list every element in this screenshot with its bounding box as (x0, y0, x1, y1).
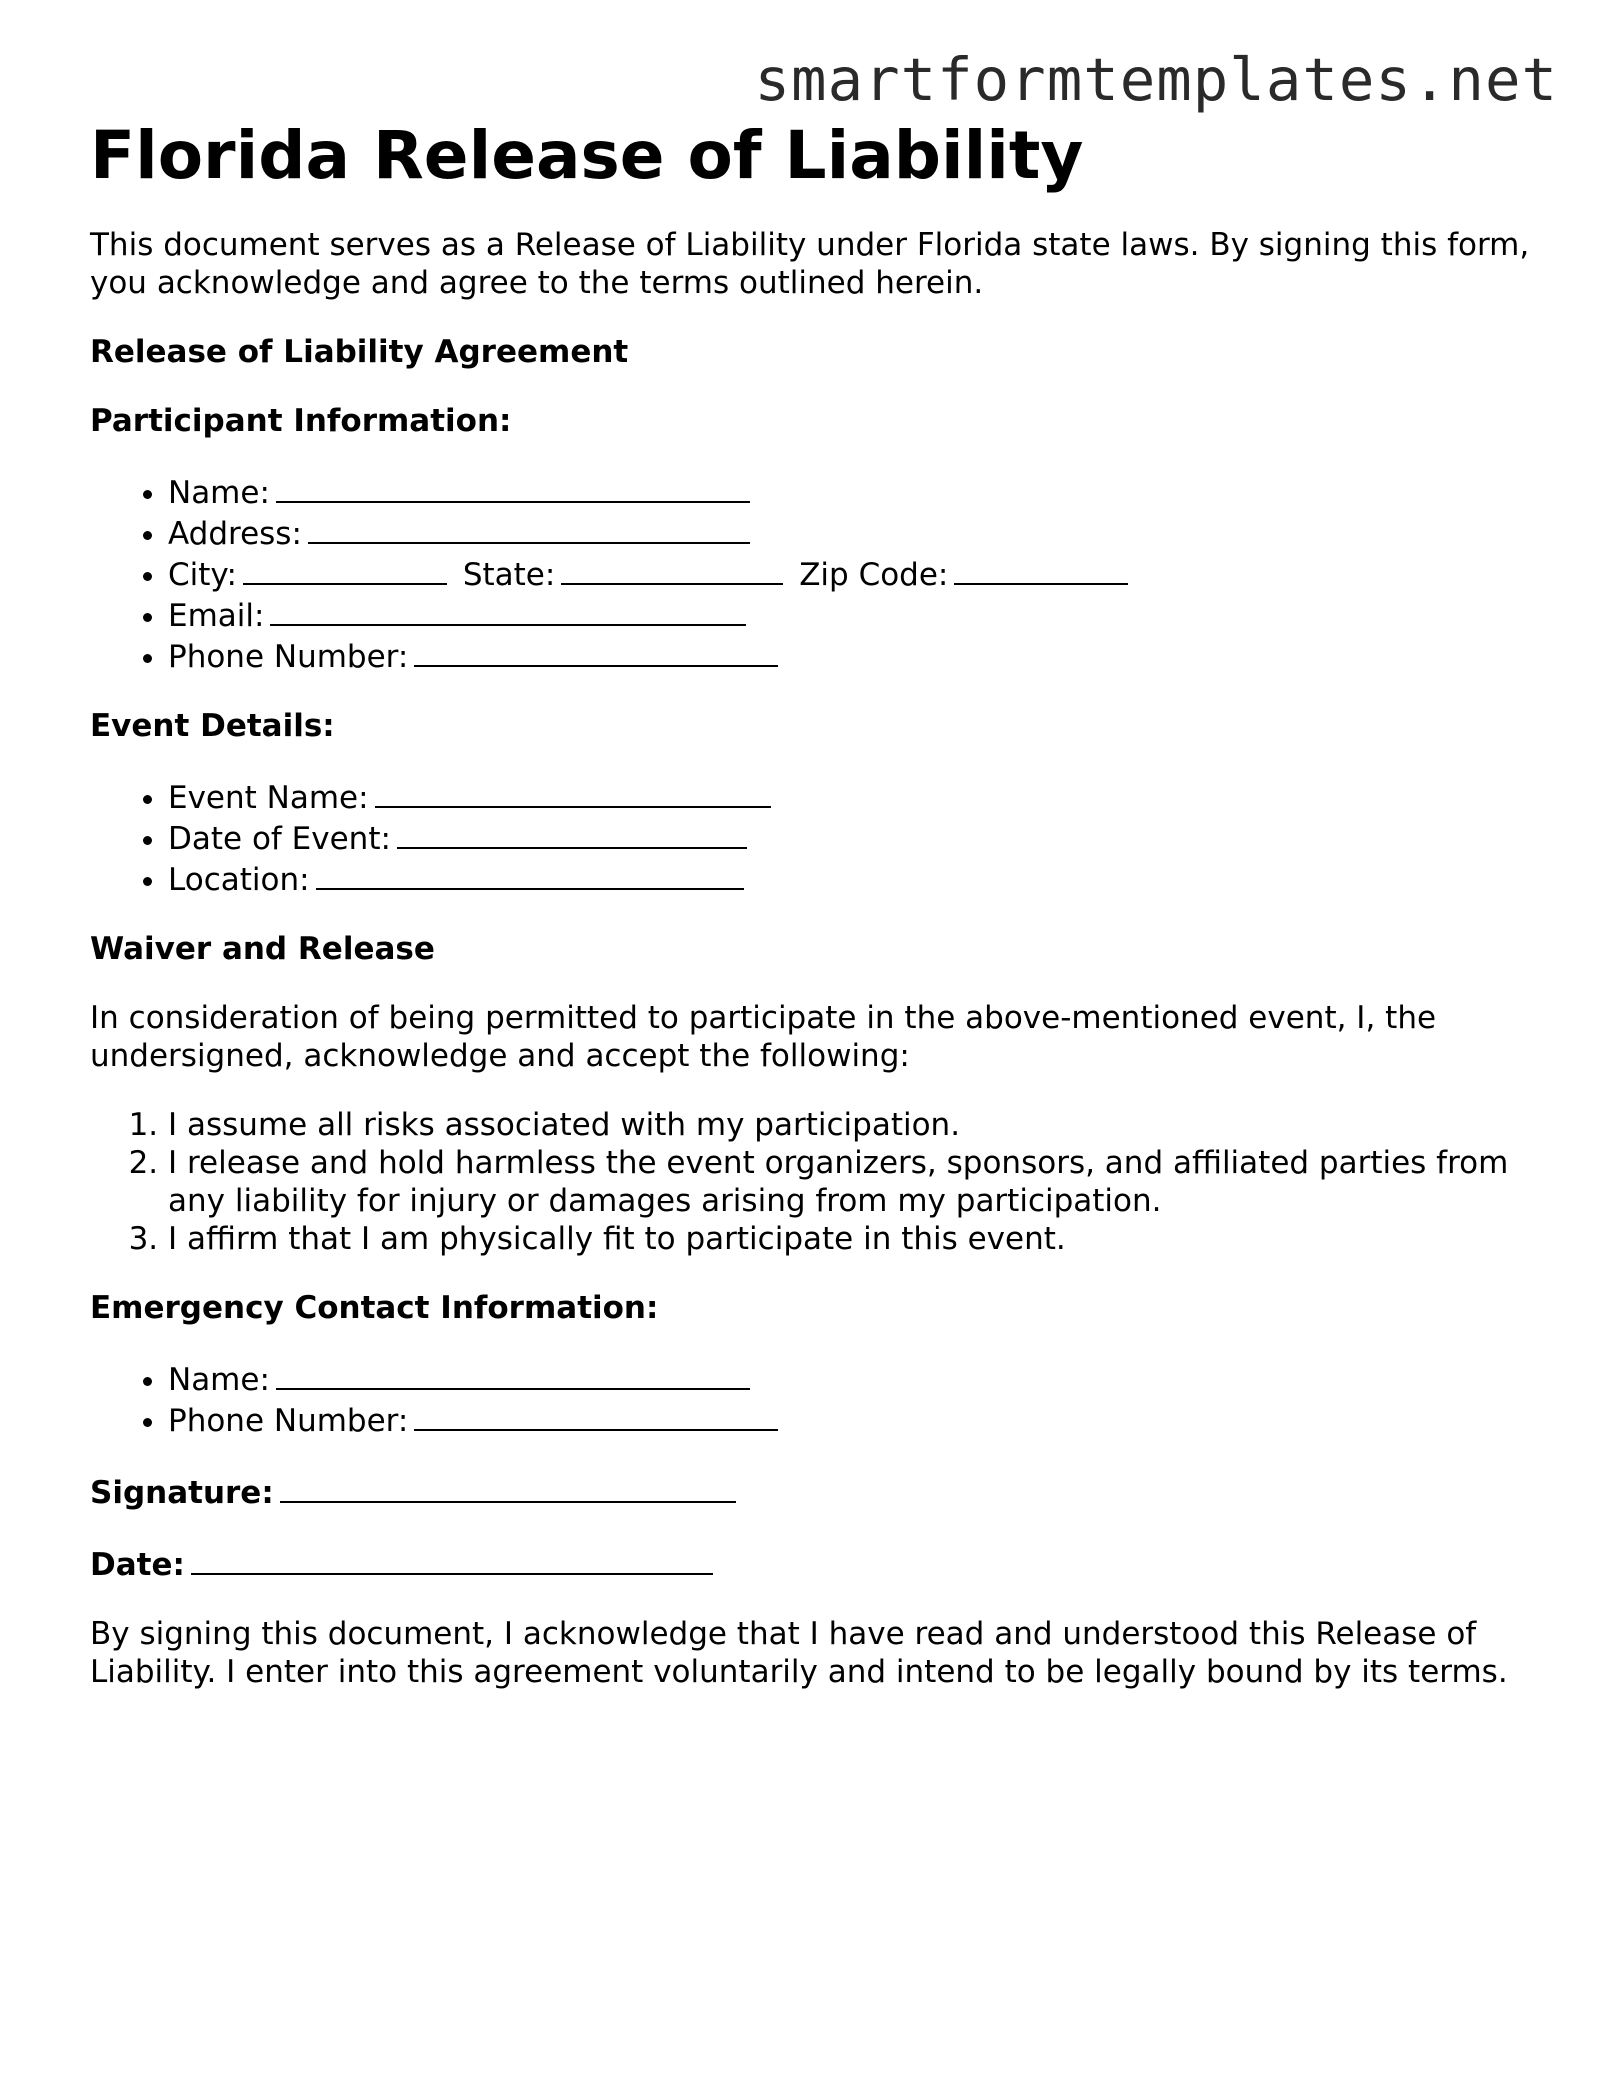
participant-phone-field[interactable] (414, 635, 778, 667)
participant-phone-label: Phone Number: (168, 638, 409, 675)
list-item: 1. I assume all risks associated with my participation. (168, 1106, 1530, 1144)
list-item (168, 635, 1530, 676)
emergency-phone-label: Phone Number: (168, 1402, 409, 1439)
closing-paragraph: By signing this document, I acknowledge that I have read and understood this Release of Liability. I enter into this agreement voluntarily and intend to be legally bound by its terms. (90, 1615, 1508, 1690)
agreement-heading: Release of Liability Agreement (90, 333, 629, 370)
signature-label: Signature: (90, 1474, 274, 1511)
participant-zip-field[interactable] (954, 553, 1128, 585)
list-item (168, 858, 1530, 899)
participant-state-label: State: (462, 556, 556, 593)
event-location-label: Location: (168, 861, 310, 898)
waiver-items (90, 1106, 1530, 1258)
list-item (168, 1358, 1530, 1399)
event-location-field[interactable] (316, 858, 744, 890)
participant-name-label: Name: (168, 474, 270, 511)
document-title: Florida Release of Liability (90, 117, 1084, 194)
participant-state-field[interactable] (561, 553, 783, 585)
participant-address-field[interactable] (308, 512, 750, 544)
emergency-phone-field[interactable] (414, 1399, 778, 1431)
list-item (168, 512, 1530, 553)
date-field[interactable] (191, 1543, 713, 1575)
watermark: smartformtemplates.net (754, 45, 1558, 114)
date-label: Date: (90, 1546, 185, 1583)
participant-zip-label: Zip Code: (799, 556, 949, 593)
list-item (168, 471, 1530, 512)
emergency-name-label: Name: (168, 1361, 270, 1398)
emergency-heading: Emergency Contact Information: (90, 1289, 659, 1326)
signature-field[interactable] (280, 1471, 736, 1503)
list-item: 3. I affirm that I am physically fit to participate in this event. (168, 1220, 1530, 1258)
event-date-field[interactable] (397, 817, 747, 849)
event-name-field[interactable] (375, 776, 771, 808)
list-item (168, 776, 1530, 817)
participant-address-label: Address: (168, 515, 302, 552)
list-item (168, 553, 1530, 594)
emergency-fields (90, 1358, 1530, 1440)
event-name-label: Event Name: (168, 779, 369, 816)
signature-row (90, 1471, 1530, 1512)
list-item (168, 817, 1530, 858)
intro-paragraph: This document serves as a Release of Liability under Florida state laws. By signing this form, you acknowledge and agree to the terms outlined herein. (90, 226, 1530, 301)
waiver-heading: Waiver and Release (90, 930, 435, 967)
participant-fields (90, 471, 1530, 676)
participant-email-label: Email: (168, 597, 265, 634)
participant-city-label: City: (168, 556, 237, 593)
participant-city-field[interactable] (243, 553, 447, 585)
event-date-label: Date of Event: (168, 820, 391, 857)
date-row (90, 1543, 1530, 1584)
participant-name-field[interactable] (276, 471, 750, 503)
document (90, 118, 1530, 1691)
list-item: 2. I release and hold harmless the event organizers, sponsors, and affiliated parties from any liability for injury or damages arising from my participation. (168, 1144, 1530, 1220)
event-fields (90, 776, 1530, 899)
participant-heading: Participant Information: (90, 402, 512, 439)
list-item (168, 594, 1530, 635)
emergency-name-field[interactable] (276, 1358, 750, 1390)
list-item (168, 1399, 1530, 1440)
waiver-paragraph: In consideration of being permitted to participate in the above-mentioned event, I, the undersigned, acknowledge and accept the following: (90, 999, 1437, 1074)
event-heading: Event Details: (90, 707, 335, 744)
participant-email-field[interactable] (270, 594, 746, 626)
